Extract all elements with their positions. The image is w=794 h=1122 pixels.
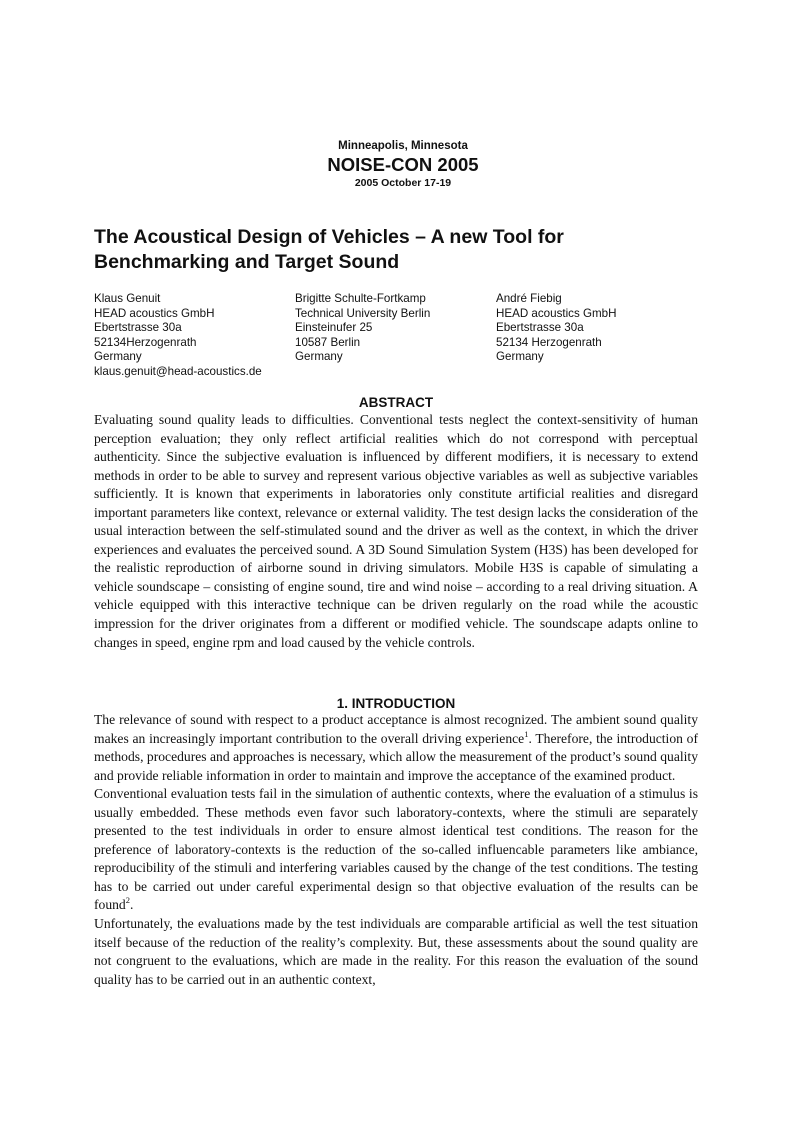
paper-title-line-2: Benchmarking and Target Sound bbox=[94, 251, 400, 273]
introduction-body bbox=[94, 711, 698, 989]
reference-marker[interactable]: 1 bbox=[524, 728, 529, 739]
abstract-heading: ABSTRACT bbox=[358, 395, 434, 410]
author-affiliation: Technical University Berlin bbox=[295, 306, 431, 320]
reference-marker[interactable]: 2 bbox=[125, 895, 130, 906]
author-name: Brigitte Schulte-Fortkamp bbox=[295, 292, 426, 305]
conference-name: NOISE-CON 2005 bbox=[327, 154, 479, 175]
author-country: Germany bbox=[496, 350, 544, 364]
author-name: André Fiebig bbox=[496, 292, 562, 305]
author-city: 52134Herzogenrath bbox=[94, 335, 197, 349]
introduction-heading: 1. INTRODUCTION bbox=[336, 696, 456, 711]
author-street: Ebertstrasse 30a bbox=[94, 321, 182, 335]
author-block-fiebig bbox=[496, 292, 616, 365]
author-block-genuit bbox=[94, 292, 262, 380]
author-street: Ebertstrasse 30a bbox=[496, 321, 584, 335]
introduction-paragraph-1 bbox=[94, 711, 698, 785]
paragraph-text: . bbox=[129, 897, 134, 913]
conference-header bbox=[0, 138, 794, 190]
author-email[interactable]: klaus.genuit@head-acoustics.de bbox=[94, 364, 262, 378]
abstract-text: Evaluating sound quality leads to difficulties. Conventional tests neglect the context-sensitivity of human perception evaluation; they only reflect artificial realities which do not correspond with perceptual authenticity. Since the subjective evaluation is influenced by different modifiers, it is necessary to extend methods in order to be able to survey and represent various objective variables as well as subjective variables sufficiently. It is known that experiments in laboratories only constitute artificial realities and disregard important parameters like context, relevance or external validity. The test design lacks the consideration of the usual interaction between the self-stimulated sound and the driver as well as the context, in which the driver experiences and evaluates the perceived sound. A 3D Sound Simulation System (H3S) has been developed for the realistic reproduction of airborne sound in driving simulators. Mobile H3S is capable of simulating a vehicle soundscape – consisting of engine sound, tire and wind noise – according to a real driving situation. A vehicle equipped with this interactive technique can be driven regularly on the road while the acoustic impression for the driver originates from a different or modified vehicle. The soundscape adapts online to changes in speed, engine rpm and load caused by the vehicle controls. bbox=[94, 412, 698, 650]
introduction-paragraph-2 bbox=[94, 785, 698, 915]
author-name: Klaus Genuit bbox=[94, 292, 161, 305]
conference-date: 2005 October 17-19 bbox=[354, 177, 452, 189]
paragraph-text: The relevance of sound with respect to a product acceptance is almost recognized. The ambient sound quality makes an increasingly important contribution to the overall driving experience bbox=[94, 712, 698, 746]
paragraph-text: Conventional evaluation tests fail in the simulation of authentic contexts, where the evaluation of a stimulus is usually embedded. These methods even favor such laboratory-contexts, where the stimuli are separately presented to the test individuals in order to ensure almost identical test conditions. The reason for the preference of laboratory-contexts is the reduction of the so-called influencable parameters like ambiance, reproducibility of the stimuli and interfering variables caused by the change of the test conditions. The testing has to be carried out under careful experimental design so that objective evaluation of the results can be found bbox=[94, 786, 698, 913]
author-country: Germany bbox=[295, 350, 343, 364]
author-country: Germany bbox=[94, 350, 142, 364]
author-affiliation: HEAD acoustics GmbH bbox=[94, 306, 215, 320]
author-city: 52134 Herzogenrath bbox=[496, 335, 602, 349]
author-street: Einsteinufer 25 bbox=[295, 321, 373, 335]
paper-title-line-1: The Acoustical Design of Vehicles – A new Tool for bbox=[94, 226, 564, 248]
conference-location: Minneapolis, Minnesota bbox=[338, 140, 468, 152]
author-block-schulte-fortkamp bbox=[295, 292, 430, 365]
paragraph-text: . Therefore, the introduction of methods, procedures and approaches is necessary, which allow the measurement of the product’s sound quality and provide reliable information in order to maintain and improve the acceptance of the examined product. bbox=[94, 730, 699, 783]
paper-title bbox=[94, 225, 714, 275]
introduction-paragraph-3: Unfortunately, the evaluations made by the test individuals are comparable artificial as well the test situation itself because of the reduction of the reality’s complexity. But, these assessments about the sound quality are not congruent to the evaluations, which are made in the reality. For this reason the evaluation of the sound quality has to be carried out in an authentic context, bbox=[94, 916, 698, 987]
author-affiliation: HEAD acoustics GmbH bbox=[496, 306, 617, 320]
author-city: 10587 Berlin bbox=[295, 335, 361, 349]
